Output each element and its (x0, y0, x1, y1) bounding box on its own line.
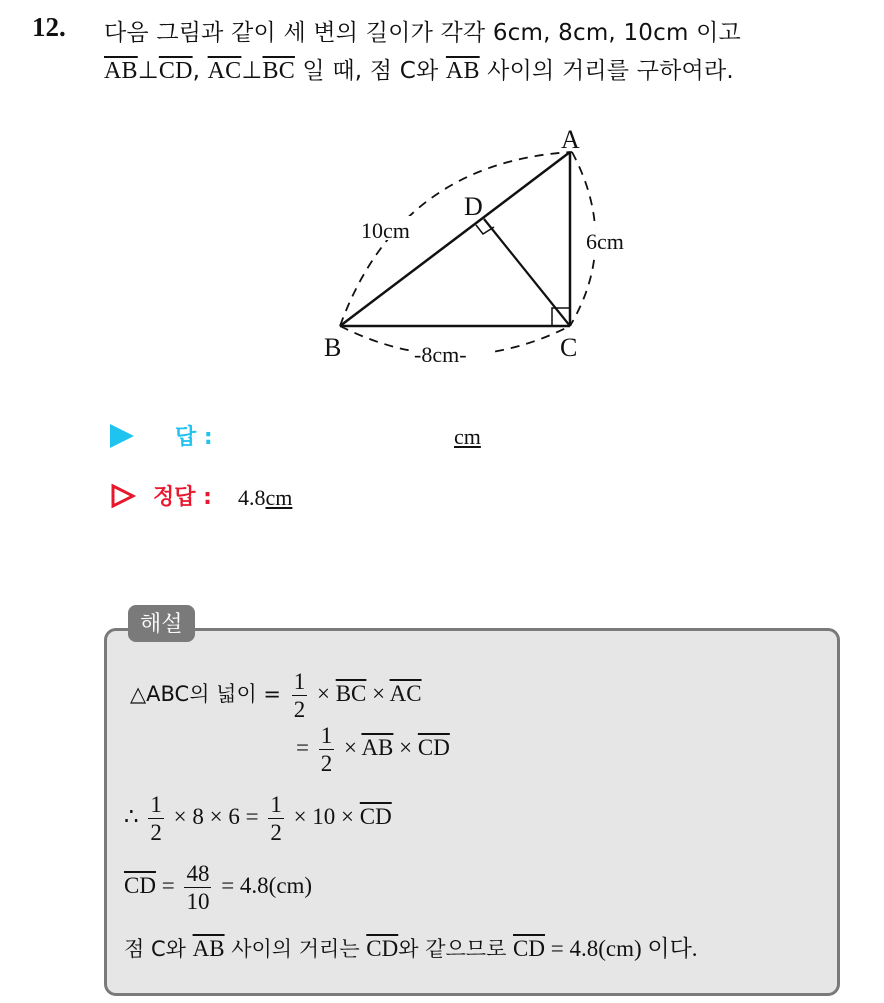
fraction-half: $\frac{1}{2}$ (270, 792, 282, 845)
correct-unit: cm (265, 485, 293, 510)
correct-answer-label: 정답 : (153, 485, 212, 510)
question-text: 사이의 거리를 구하여라. (479, 58, 734, 84)
fraction-half: $\frac{1}{2}$ (293, 669, 306, 722)
correct-number: 4.8 (238, 485, 266, 510)
label-b: B (324, 333, 342, 362)
segment-cd: $\overline{CD}$ (158, 58, 193, 84)
segment-ab: $\overline{AB}$ (192, 936, 225, 961)
solution-line-4: $\overline{CD}$ = $\frac{48}{10}$ = 4.8(cm) (124, 861, 313, 914)
length-ac: 6cm (586, 229, 624, 254)
segment-cd: $\overline{CD}$ (359, 803, 392, 829)
solution-line-5: 점 C와 $\overline{AB}$ 사이의 거리는 $\overline{CD}$와 같으므로 $\overline{CD} = 4.8(cm)$ 이다. (124, 936, 698, 961)
fraction-half: $\frac{1}{2}$ (320, 723, 333, 776)
solution-line-2: = $\frac{1}{2}$ × $\overline{AB} \times \overline{CD}$ (296, 723, 450, 776)
length-bc: -8cm- (414, 342, 467, 367)
question-line-2 (104, 52, 734, 85)
comma: , (192, 58, 208, 84)
answer-row (110, 420, 213, 451)
solution-tag: 해설 (128, 605, 195, 642)
perp-symbol: ⊥ (241, 58, 263, 84)
segment-cd: $\overline{CD}$ (366, 936, 399, 961)
segment-ac: $\overline{AC}$ (389, 680, 422, 706)
segment-cd: $\overline{CD}$ (417, 734, 450, 760)
area-prefix: △ABC의 넓이 = (130, 681, 288, 706)
segment-ab: $\overline{AB}$ (445, 58, 480, 84)
question-text: 일 때, 점 C와 (294, 58, 446, 84)
segment-ab: $\overline{AB}$ (361, 734, 394, 760)
segment-cd: $\overline{CD}$ (124, 872, 156, 898)
solution-line-1: △ABC의 넓이 = $\frac{1}{2}$ × $\overline{BC} \times \overline{AC}$ (130, 669, 422, 722)
label-d: D (464, 192, 483, 221)
question-number: 12. (32, 12, 66, 42)
length-ab: 10cm (361, 218, 410, 243)
correct-answer-row (110, 480, 212, 511)
perp-symbol: ⊥ (137, 58, 159, 84)
segment-ac: $\overline{AC}$ (207, 58, 242, 84)
fraction-48-10: $\frac{48}{10}$ (186, 861, 210, 914)
play-triangle-icon (110, 424, 134, 448)
segment-bc: $\overline{BC}$ (335, 680, 367, 706)
answer-unit[interactable]: cm (454, 424, 481, 449)
segment-bc: $\overline{BC}$ (262, 58, 295, 84)
segment-cd-line (484, 219, 570, 326)
question-line-1: 다음 그림과 같이 세 변의 길이가 각각 6cm, 8cm, 10cm 이고 (104, 20, 741, 46)
answer-label: 답 : (175, 425, 213, 450)
triangle-figure (320, 122, 640, 372)
label-c: C (560, 333, 578, 362)
segment-ab: $\overline{AB}$ (104, 58, 138, 84)
solution-line-3: ∴ $\frac{1}{2}$ × 8 × 6 = $\frac{1}{2}$ × $10 \times \overline{CD}$ (124, 792, 392, 845)
label-a: A (561, 125, 580, 154)
fraction-half: $\frac{1}{2}$ (150, 792, 162, 845)
segment-cd: $\overline{CD}$ (513, 936, 545, 961)
correct-answer-value (238, 485, 292, 511)
outline-triangle-icon (110, 483, 136, 509)
